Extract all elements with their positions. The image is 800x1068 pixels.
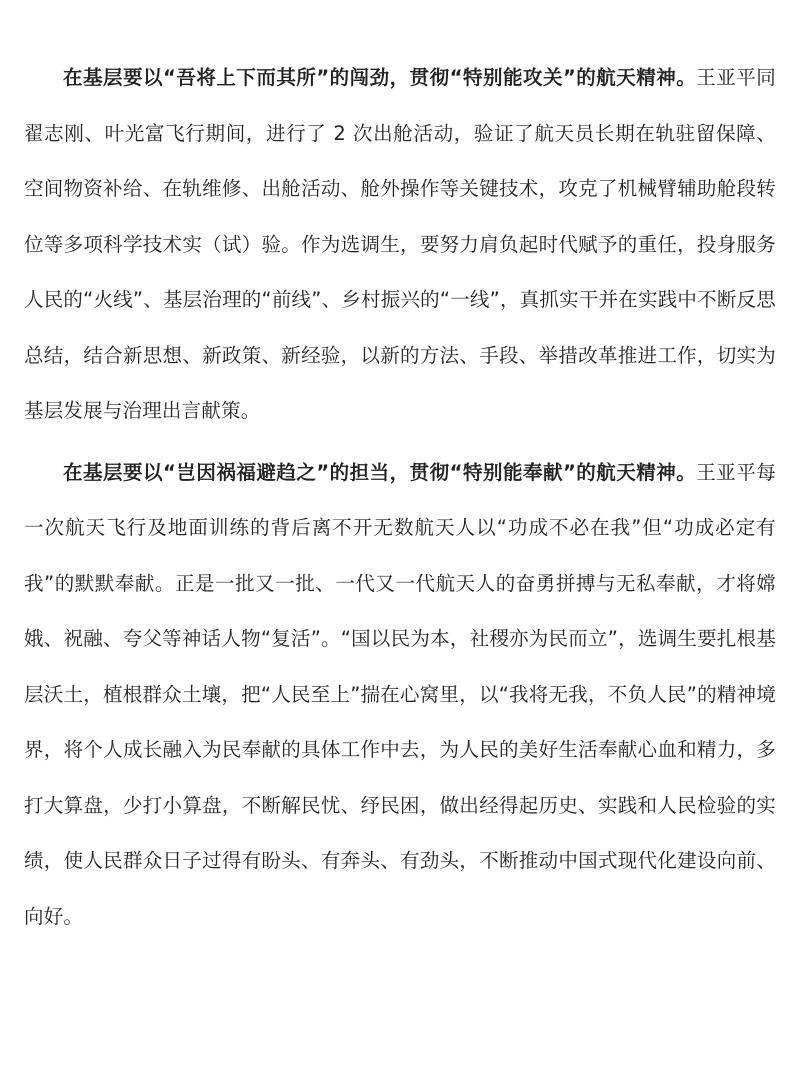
paragraph-1-body: 王亚平同翟志刚、叶光富飞行期间，进行了 2 次出舱活动，验证了航天员长期在轨驻留保障、空间物资补给、在轨维修、出舱活动、舱外操作等关键技术，攻克了机械臂辅助舱段转位等多项科学技术实（试）验。作为选调生，要努力肩负起时代赋予的重任，投身服务人民的“火线”、基层治理的“前线”、乡村振兴的“一线”，真抓实干并在实践中不断反思总结，结合新思想、新政策、新经验，以新的方法、手段、举措改革推进工作，切实为基层发展与治理出言献策。 [24, 66, 776, 422]
paragraph-1-lead: 在基层要以“吾将上下而其所”的闯劲，贯彻“特别能攻关”的航天精神。 [63, 66, 697, 89]
paragraph-2 [24, 445, 776, 945]
paragraph-1 [24, 50, 776, 439]
paragraph-2-body: 王亚平每一次航天飞行及地面训练的背后离不开无数航天人以“功成不必在我”但“功成必定有我”的默默奉献。正是一批又一批、一代又一代航天人的奋勇拼搏与无私奉献，才将嫦娥、祝融、夸父等神话人物“复活”。“国以民为本，社稷亦为民而立”，选调生要扎根基层沃土，植根群众土壤，把“人民至上”揣在心窝里，以“我将无我，不负人民”的精神境界，将个人成长融入为民奉献的具体工作中去，为人民的美好生活奉献心血和精力，多打大算盘，少打小算盘，不断解民忧、纾民困，做出经得起历史、实践和人民检验的实绩，使人民群众日子过得有盼头、有奔头、有劲头，不断推动中国式现代化建设向前、向好。 [24, 460, 776, 928]
paragraph-2-lead: 在基层要以“岂因祸福避趋之”的担当，贯彻“特别能奉献”的航天精神。 [63, 460, 697, 484]
